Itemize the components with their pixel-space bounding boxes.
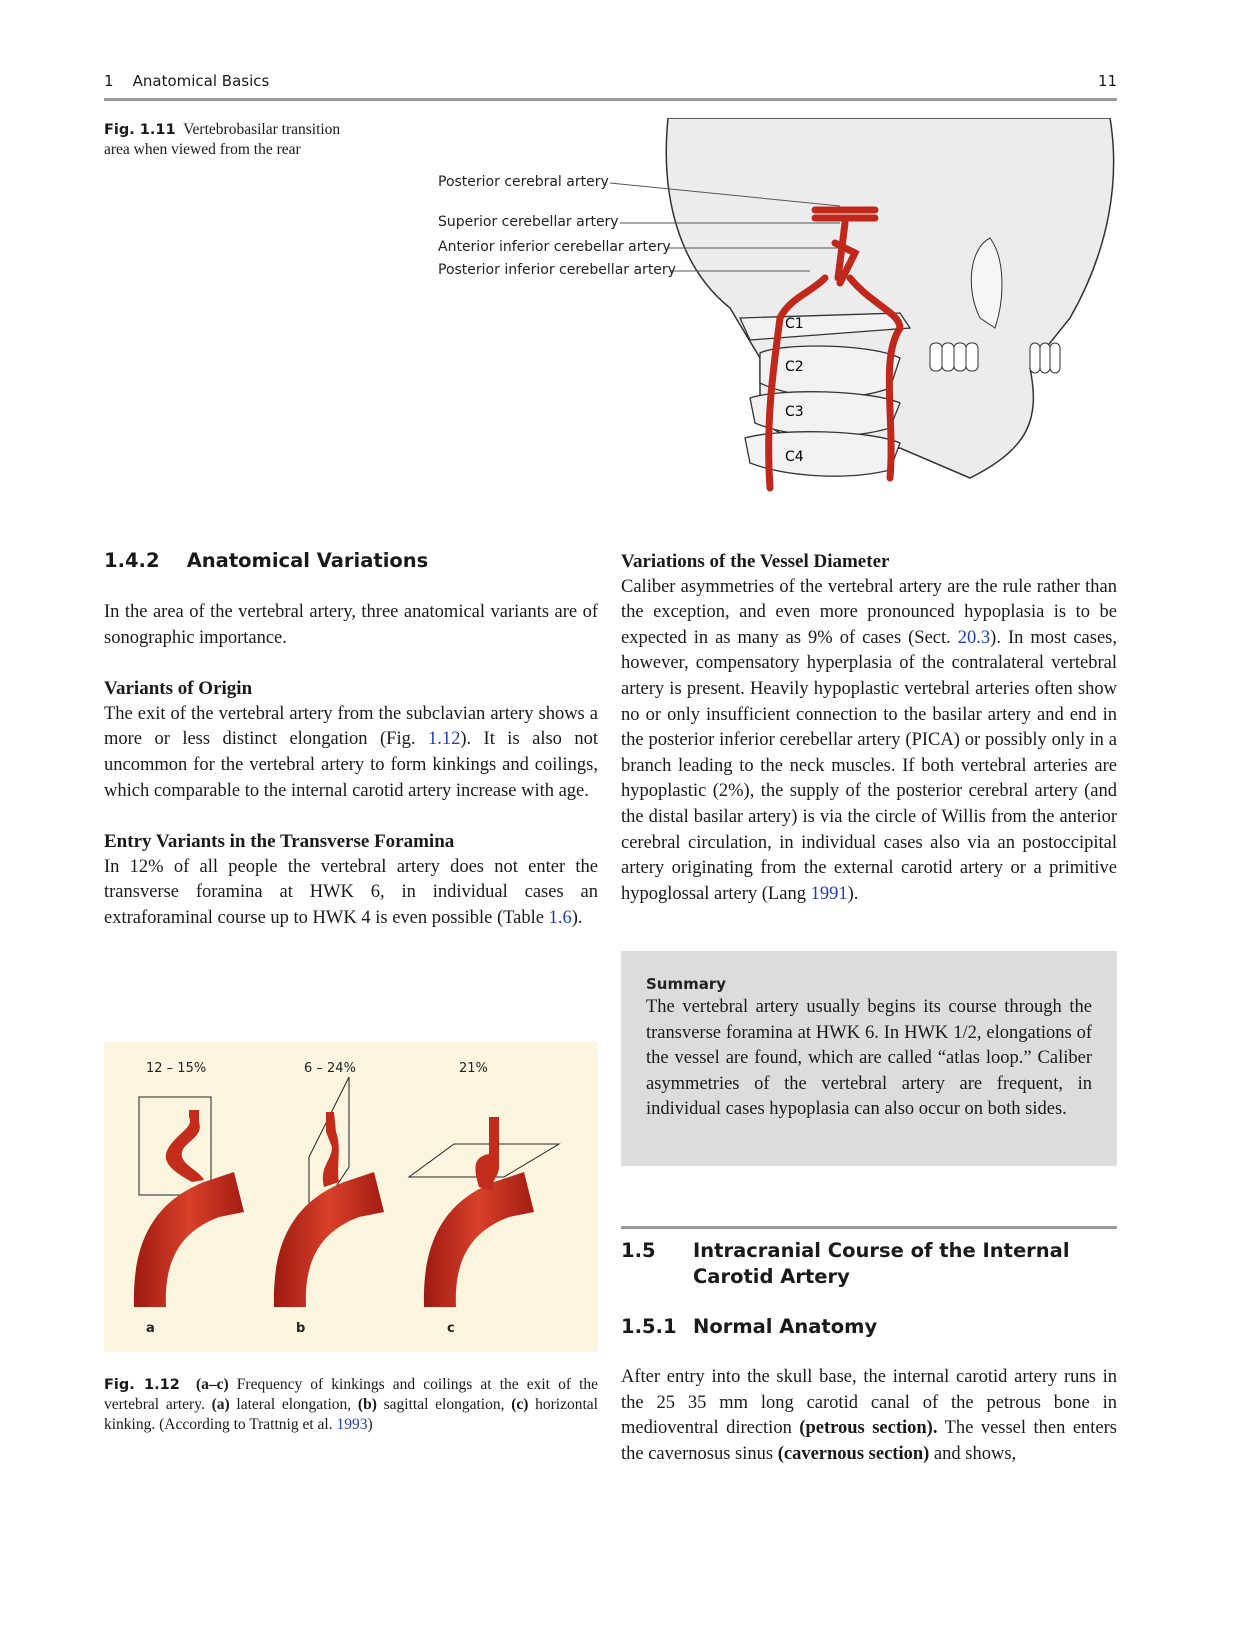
kinking-illustration bbox=[104, 1042, 598, 1352]
figure-label: Fig. 1.12 bbox=[104, 1377, 180, 1393]
heading-vessel-diameter: Variations of the Vessel Diameter bbox=[621, 551, 890, 572]
entry-paragraph bbox=[104, 855, 598, 932]
header-rule bbox=[104, 98, 1117, 101]
section-number: 1.5 bbox=[621, 1239, 656, 1262]
text: ). bbox=[571, 907, 583, 928]
section-title: Anatomical Variations bbox=[186, 549, 429, 572]
text: Caliber asymmetries of the vertebral artery are the rule rather than the exception, and even more pronounced hypoplasia is to be expected in as many as 9% of cases (Sect. bbox=[621, 576, 1117, 648]
heading-variants-origin: Variants of Origin bbox=[104, 678, 253, 700]
caption-part: lateral elongation, bbox=[229, 1396, 358, 1413]
section-title: Intracranial Course of the Internal bbox=[693, 1239, 1070, 1262]
section-title: Carotid Artery bbox=[693, 1265, 850, 1288]
percent-b: 6 – 24% bbox=[304, 1061, 356, 1076]
figure-1-12 bbox=[104, 1042, 598, 1352]
callout-aica: Anterior inferior cerebellar artery bbox=[438, 239, 671, 255]
summary-title: Summary bbox=[646, 975, 727, 993]
percent-a: 12 – 15% bbox=[146, 1061, 207, 1076]
reference-link[interactable]: 1993 bbox=[336, 1416, 368, 1433]
reference-link[interactable]: 1991 bbox=[810, 883, 848, 904]
variant-c-drawing bbox=[409, 1117, 559, 1307]
section-number: 1.5.1 bbox=[621, 1315, 677, 1338]
heading-entry-variants: Entry Variants in the Transverse Foramina bbox=[104, 831, 455, 853]
text: ). In most cases, however, compensatory hyperplasia of the contralateral vertebral artery is present. Heavily hypoplastic vertebral arteries often show no or only insufficient connection to the basilar artery and end in the posterior inferior cerebellar artery (PICA) or possibly only in a branch leading to the neck muscles. If both vertebral arteries are hypoplastic (2%), the supply of the posterior cerebral artery (and the distal basilar artery) is via the circle of Willis from the anterior cerebral circulation, in individual cases also via an postoccipital artery originating from the external carotid artery or a primitive hypoglossal artery (Lang bbox=[621, 627, 1117, 904]
table-link[interactable]: 1.6 bbox=[548, 907, 572, 928]
caption-part: (b) bbox=[357, 1396, 377, 1413]
callout-pica: Posterior inferior cerebellar artery bbox=[438, 262, 676, 278]
bold-term: (cavernous section) bbox=[777, 1443, 930, 1464]
caption-part: sagittal elongation, bbox=[376, 1396, 512, 1413]
section-heading-1-4-2 bbox=[104, 549, 428, 572]
text: The exit of the vertebral artery from the subclavian artery shows a more or less distinct elongation (Fig. bbox=[104, 703, 598, 750]
section-title: Normal Anatomy bbox=[693, 1315, 878, 1338]
page-number: 11 bbox=[1097, 72, 1117, 90]
figure-link[interactable]: 1.12 bbox=[427, 729, 461, 750]
normal-anatomy-paragraph bbox=[621, 1365, 1117, 1467]
figure-caption bbox=[104, 120, 354, 160]
caption-part: horizontal kinking. (According to Trattnig et al. bbox=[104, 1396, 598, 1433]
section-heading-1-5-1 bbox=[621, 1315, 877, 1338]
figure-1-12-caption bbox=[104, 1375, 598, 1435]
right-column-text bbox=[621, 549, 1117, 907]
section-number: 1.4.2 bbox=[104, 549, 160, 572]
text: In 12% of all people the vertebral artery does not enter the transverse foramina at HWK 6, in individual cases an extraforaminal course up to HWK 4 is even possible (Table bbox=[104, 856, 598, 928]
c4-label: C4 bbox=[785, 449, 804, 465]
c1-label: C1 bbox=[785, 316, 804, 332]
section-link[interactable]: 20.3 bbox=[957, 627, 991, 648]
letter-c: c bbox=[447, 1321, 455, 1336]
figure-label: Fig. 1.11 bbox=[104, 122, 176, 138]
callout-superior-cerebellar: Superior cerebellar artery bbox=[438, 214, 619, 230]
summary-box bbox=[621, 951, 1117, 1166]
text: and shows, bbox=[929, 1443, 1017, 1464]
letter-b: b bbox=[296, 1321, 306, 1336]
c3-label: C3 bbox=[785, 404, 804, 420]
caption-text: Vertebrobasilar transition area when viewed from the rear bbox=[104, 121, 341, 158]
intro-paragraph: In the area of the vertebral artery, three anatomical variants are of sonographic importance. bbox=[104, 602, 598, 648]
variant-a-drawing bbox=[134, 1097, 244, 1307]
letter-a: a bbox=[146, 1321, 155, 1336]
text: The vessel then enters the cavernosus sinus bbox=[621, 1418, 1117, 1464]
percent-c: 21% bbox=[459, 1061, 488, 1076]
c2-label: C2 bbox=[785, 359, 804, 375]
bold-term: (petrous section). bbox=[799, 1418, 938, 1439]
caption-part: Frequency of kinkings and coilings at the exit of the vertebral artery. bbox=[104, 1376, 599, 1413]
caption-part: ) bbox=[367, 1416, 373, 1433]
caption-part: (c) bbox=[511, 1396, 529, 1413]
running-header bbox=[104, 72, 269, 90]
section-heading-1-5 bbox=[621, 1238, 1070, 1290]
origin-paragraph bbox=[104, 702, 598, 804]
diameter-paragraph bbox=[621, 575, 1117, 908]
caption-part: (a) bbox=[211, 1396, 230, 1413]
text: After entry into the skull base, the internal carotid artery runs in the 25 35 mm long carotid canal of the petrous bone in medioventral direction bbox=[621, 1367, 1117, 1439]
text: ). It is also not uncommon for the vertebral artery to form kinkings and coilings, which comparable to the internal carotid artery increase with age. bbox=[104, 729, 598, 801]
text: ). bbox=[847, 883, 859, 904]
callout-posterior-cerebral: Posterior cerebral artery bbox=[438, 174, 609, 190]
chapter-number: 1 bbox=[104, 72, 114, 90]
chapter-title: Anatomical Basics bbox=[132, 72, 270, 90]
variant-b-drawing bbox=[274, 1077, 384, 1307]
section-rule bbox=[621, 1226, 1117, 1229]
caption-part: (a–c) bbox=[196, 1376, 229, 1393]
left-column-text bbox=[104, 600, 598, 932]
summary-text: The vertebral artery usually begins its course through the transverse foramina at HWK 6. In HWK 1/2, elongations of the vessel are found, which are called “atlas loop.” Caliber asymmetries of the vertebral artery are frequent, in individual cases hypoplasia can also occur on both sides. bbox=[646, 997, 1092, 1120]
